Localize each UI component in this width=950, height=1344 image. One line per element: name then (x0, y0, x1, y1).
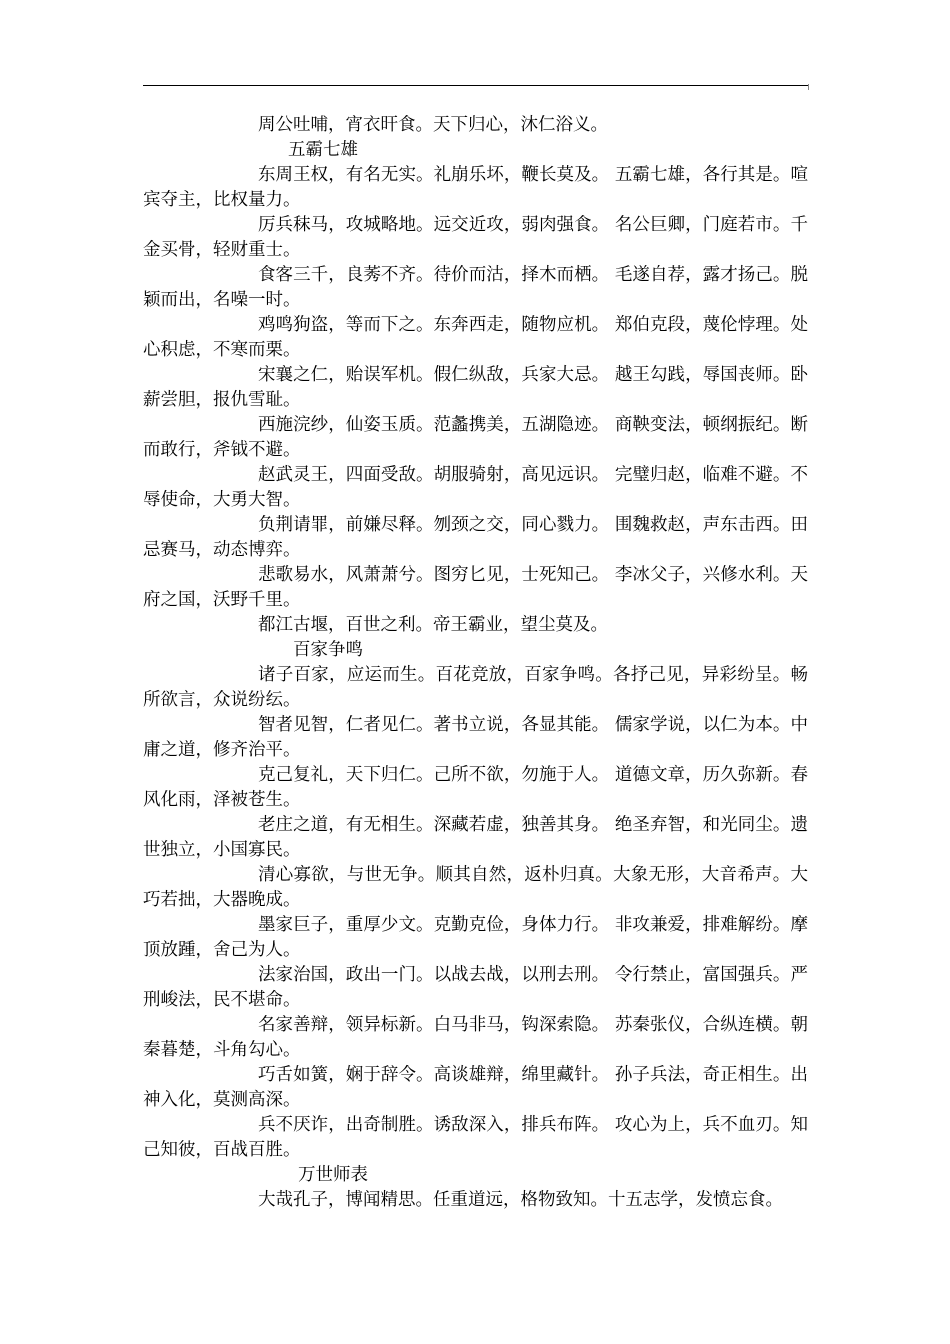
text-paragraph: 食客三千，良莠不齐。待价而沽，择木而栖。 毛遂自荐，露才扬己。脱颖而出，名噪一时。 (143, 265, 808, 310)
text-paragraph: 大哉孔子，博闻精思。任重道远，格物致知。十五志学，发愤忘食。 (258, 1190, 783, 1210)
text-paragraph: 名家善辩，领异标新。白马非马，钩深索隐。 苏秦张仪，合纵连横。朝秦暮楚，斗角勾心。 (143, 1015, 808, 1060)
text-paragraph: 墨家巨子，重厚少文。克勤克俭，身体力行。 非攻兼爱，排难解纷。摩顶放踵，舍己为人。 (143, 915, 808, 960)
section-heading: 百家争鸣 (293, 640, 363, 660)
document-body (143, 113, 808, 1213)
header-rule (143, 85, 808, 86)
text-paragraph: 老庄之道，有无相生。深藏若虚，独善其身。 绝圣弃智，和光同尘。遗世独立，小国寡民。 (143, 815, 808, 860)
text-paragraph: 东周王权，有名无实。礼崩乐坏，鞭长莫及。 五霸七雄，各行其是。喧宾夺主，比权量力。 (143, 165, 808, 210)
section-heading: 五霸七雄 (288, 140, 358, 160)
text-paragraph: 鸡鸣狗盗，等而下之。东奔西走，随物应机。 郑伯克段，蔑伦悖理。处心积虑，不寒而栗。 (143, 315, 808, 360)
text-paragraph: 厉兵秣马，攻城略地。远交近攻，弱肉强食。 名公巨卿，门庭若市。千金买骨，轻财重士。 (143, 215, 808, 260)
text-paragraph: 巧舌如簧，娴于辞令。高谈雄辩，绵里藏针。 孙子兵法，奇正相生。出神入化，莫测高深。 (143, 1065, 808, 1110)
text-paragraph: 西施浣纱，仙姿玉质。范蠡携美，五湖隐迹。 商鞅变法，顿纲振纪。断而敢行，斧钺不避。 (143, 415, 808, 460)
text-paragraph: 智者见智，仁者见仁。著书立说，各显其能。 儒家学说，以仁为本。中庸之道，修齐治平。 (143, 715, 808, 760)
text-paragraph: 悲歌易水，风萧萧兮。图穷匕见，士死知己。 李冰父子，兴修水利。天府之国，沃野千里。 (143, 565, 808, 610)
header-rule-end-mark (808, 84, 809, 90)
text-paragraph: 兵不厌诈，出奇制胜。诱敌深入，排兵布阵。 攻心为上，兵不血刃。知己知彼，百战百胜。 (143, 1115, 808, 1160)
text-paragraph: 周公吐哺，宵衣旰食。天下归心，沐仁浴义。 (258, 115, 608, 135)
text-paragraph: 都江古堰，百世之利。帝王霸业，望尘莫及。 (258, 615, 608, 635)
text-paragraph: 赵武灵王，四面受敌。胡服骑射，高见远识。 完璧归赵，临难不避。不辱使命，大勇大智。 (143, 465, 808, 510)
section-heading: 万世师表 (298, 1165, 368, 1185)
text-paragraph: 诸子百家，应运而生。百花竞放，百家争鸣。各抒己见，异彩纷呈。畅所欲言，众说纷纭。 (143, 665, 808, 710)
text-paragraph: 宋襄之仁，贻误军机。假仁纵敌，兵家大忌。 越王勾践，辱国丧师。卧薪尝胆，报仇雪耻。 (143, 365, 808, 410)
text-paragraph: 负荆请罪，前嫌尽释。刎颈之交，同心戮力。 围魏救赵，声东击西。田忌赛马，动态博弈。 (143, 515, 808, 560)
text-paragraph: 清心寡欲，与世无争。顺其自然，返朴归真。大象无形，大音希声。大巧若拙，大器晚成。 (143, 865, 808, 910)
text-paragraph: 克己复礼，天下归仁。己所不欲，勿施于人。 道德文章，历久弥新。春风化雨，泽被苍生。 (143, 765, 808, 810)
text-paragraph: 法家治国，政出一门。以战去战，以刑去刑。 令行禁止，富国强兵。严刑峻法，民不堪命。 (143, 965, 808, 1010)
